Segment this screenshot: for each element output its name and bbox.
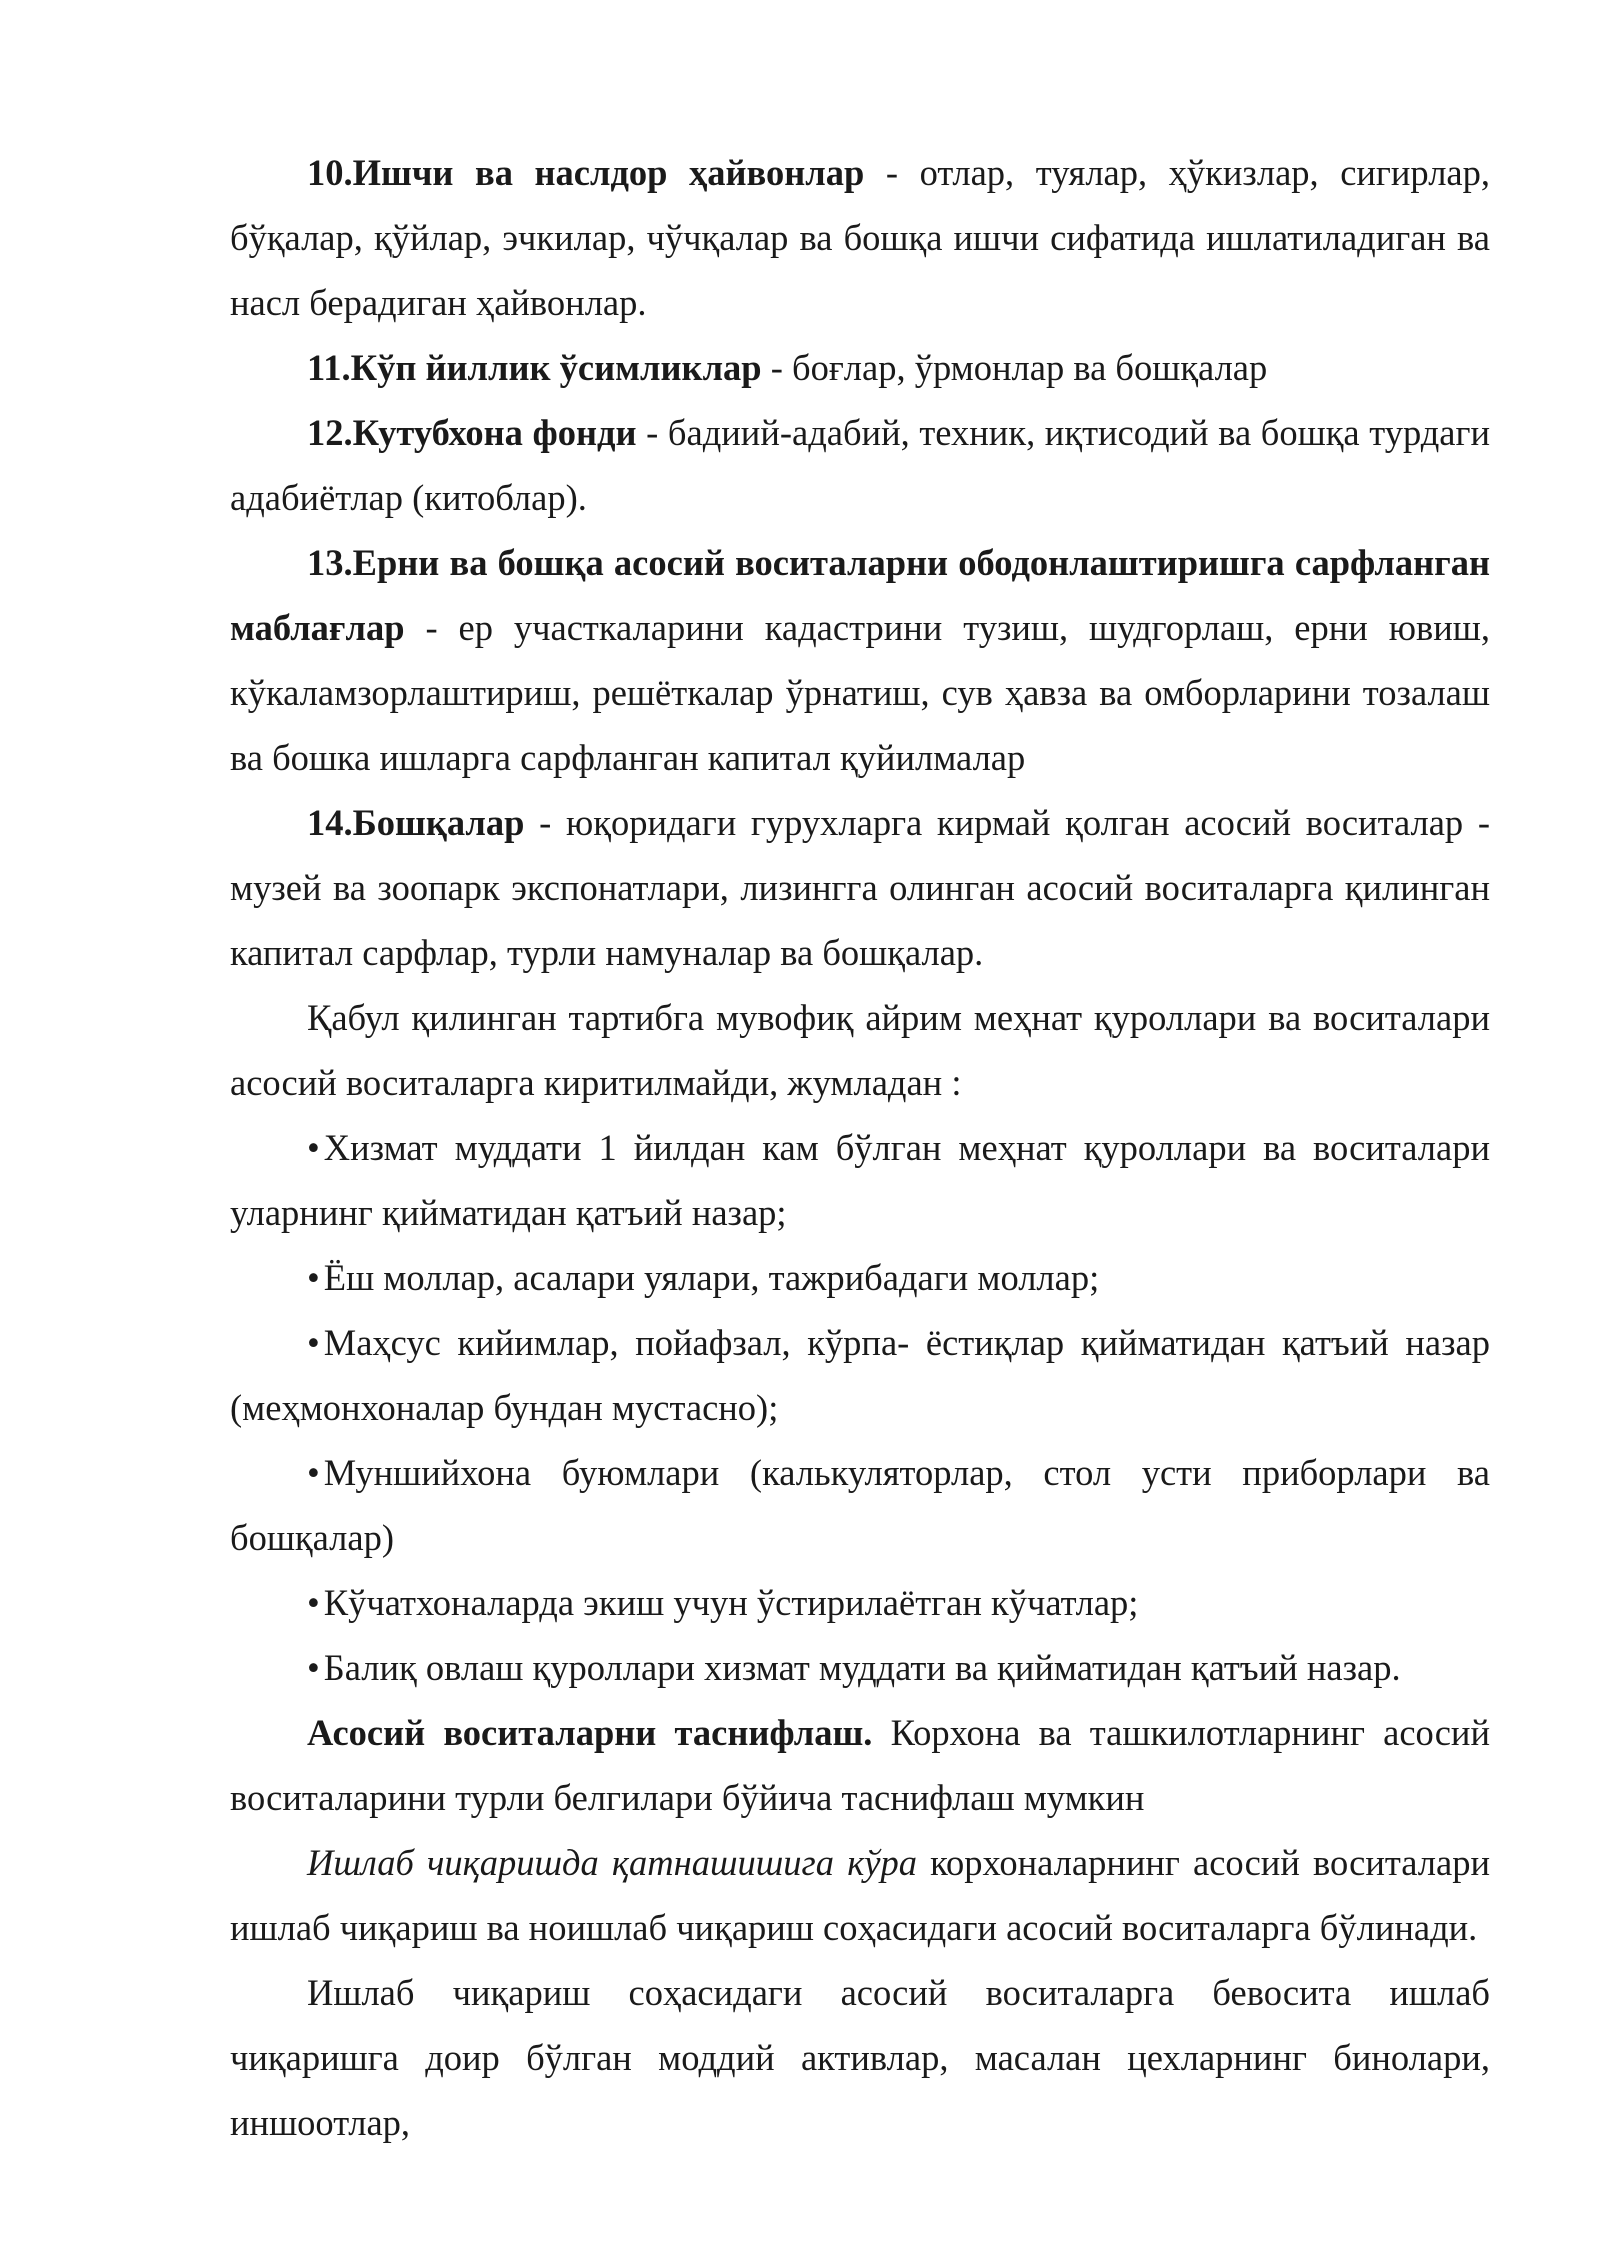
bullet-text-baliq: Балиқ овлаш қуроллари хизмат муддати ва қийматидан қатъий назар. <box>323 1647 1401 1688</box>
text-kutubxona: - бадиий-адабий, техник, иқтисодий ва бошқа турдаги адабиётлар (китоблар). <box>230 412 1490 518</box>
bullet-icon: • <box>307 1127 320 1168</box>
bullet-text-munshiy: Муншийхона буюмлари (калькуляторлар, стол усти приборлари ва бошқалар) <box>230 1452 1490 1558</box>
term-tasniflash: Асосий воситаларни таснифлаш. <box>307 1712 873 1753</box>
text-ishlab: корхоналарнинг асосий воситалари ишлаб чиқариш ва ноишлаб чиқариш соҳасидаги асосий воситаларга бўлинади. <box>230 1842 1490 1948</box>
bullet-text-xizmat: Хизмат муддати 1 йилдан кам бўлган меҳнат қуроллари ва воситалари уларнинг қийматидан қатъий назар; <box>230 1127 1490 1233</box>
paragraph-last <box>230 1960 1490 2155</box>
term-ishchi-hayvonlar: 10.Ишчи ва наслдор ҳайвонлар <box>307 152 865 193</box>
bullet-icon: • <box>307 1257 320 1298</box>
text-last: Ишлаб чиқариш соҳасидаги асосий воситаларга бевосита ишлаб чиқаришга доир бўлган моддий активлар, масалан цехларнинг бинолари, иншоотлар, <box>230 1972 1490 2143</box>
bullet-item-xizmat <box>230 1115 1490 1245</box>
text-kup-yillik: - боғлар, ўрмонлар ва бошқалар <box>761 347 1268 388</box>
bullet-icon: • <box>307 1647 320 1688</box>
bullet-text-maxsus: Маҳсус кийимлар, пойафзал, кўрпа- ёстиқлар қийматидан қатъий назар (меҳмонхоналар бундан мустасно); <box>230 1322 1490 1428</box>
bullet-text-yosh-mollar: Ёш моллар, асалари уялари, тажрибадаги моллар; <box>323 1257 1100 1298</box>
paragraph-erni <box>230 530 1490 790</box>
term-erni: 13.Ерни ва бошқа асосий воситаларни ободонлаштиришга сарфланган маблағлар <box>230 542 1490 648</box>
paragraph-tasniflash <box>230 1700 1490 1830</box>
text-boshqalar: - юқоридаги гурухларга кирмай қолган асосий воситалар - музей ва зоопарк экспонатлари, лизингга олинган асосий воситаларга қилинган капитал сарфлар, турли намуналар ва бошқалар. <box>230 802 1490 973</box>
bullet-icon: • <box>307 1322 320 1363</box>
paragraph-ishlab <box>230 1830 1490 1960</box>
bullet-item-maxsus <box>230 1310 1490 1440</box>
paragraph-kutubxona <box>230 400 1490 530</box>
text-ishchi-hayvonlar: - отлар, туялар, ҳўкизлар, сигирлар, бўқалар, қўйлар, эчкилар, чўчқалар ва бошқа ишчи сифатида ишлатиладиган ва насл берадиган ҳайвонлар. <box>230 152 1490 323</box>
paragraph-ishchi-hayvonlar <box>230 140 1490 335</box>
bullet-text-kuchatxona: Кўчатхоналарда экиш учун ўстирилаётган кўчатлар; <box>323 1582 1139 1623</box>
bullet-item-baliq <box>230 1635 1490 1700</box>
text-tasniflash: Корхона ва ташкилотларнинг асосий воситаларини турли белгилари бўйича таснифлаш мумкин <box>230 1712 1490 1818</box>
bullet-item-kuchatxona <box>230 1570 1490 1635</box>
paragraph-kup-yillik <box>230 335 1490 400</box>
text-qabul: Қабул қилинган тартибга мувофиқ айрим меҳнат қуроллари ва воситалари асосий воситаларга киритилмайди, жумладан : <box>230 997 1490 1103</box>
bullet-item-munshiy <box>230 1440 1490 1570</box>
text-erni: - ер участкаларини кадастрини тузиш, шудгорлаш, ерни ювиш, кўкаламзорлаштириш, решёткалар ўрнатиш, сув ҳавза ва омборларини тозалаш ва бошка ишларга сарфланган капитал қуйилмалар <box>230 607 1490 778</box>
bullet-item-yosh-mollar <box>230 1245 1490 1310</box>
paragraph-qabul <box>230 985 1490 1115</box>
bullet-icon: • <box>307 1582 320 1623</box>
term-kup-yillik: 11.Кўп йиллик ўсимликлар <box>307 347 762 388</box>
term-boshqalar: 14.Бошқалар <box>307 802 525 843</box>
term-kutubxona: 12.Кутубхона фонди <box>307 412 637 453</box>
document-page <box>230 140 1490 2155</box>
paragraph-boshqalar <box>230 790 1490 985</box>
italic-term-ishlab: Ишлаб чиқаришда қатнашишига кўра <box>307 1842 917 1883</box>
bullet-icon: • <box>307 1452 320 1493</box>
